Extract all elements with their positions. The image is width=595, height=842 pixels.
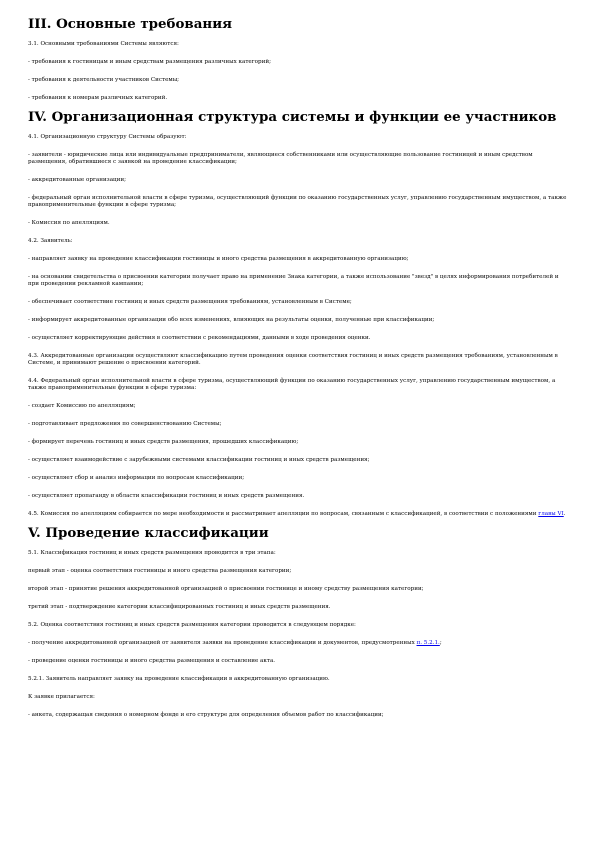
list-item: - осуществляет взаимодействие с зарубежными системами классификации гостиниц и иных средств размещения; — [28, 457, 370, 463]
list-item: - анкета, содержащая сведения о номерном фонде и его структуре для определения объемов работ по классификации; — [28, 712, 384, 718]
paragraph: третий этап - подтверждение категории классифицированных гостиниц и иных средств размещения. — [28, 604, 331, 610]
list-item: - аккредитованные организации; — [28, 177, 126, 183]
paragraph: 3.1. Основными требованиями Системы являются: — [28, 41, 179, 47]
paragraph-tail: . — [563, 511, 566, 517]
paragraph: 5.2.1. Заявитель направляет заявку на проведение классификации в аккредитованную организацию. — [28, 676, 330, 682]
paragraph-text: 4.5. Комиссия по апелляциям собирается по мере необходимости и рассматривает апелляции по вопросам, связанным с классификацией, в соответствии с положениями — [28, 511, 539, 517]
paragraph: первый этап - оценка соответствия гостиницы и иного средства размещения категории; — [28, 568, 292, 574]
paragraph: К заявке прилагается: — [28, 694, 95, 700]
paragraph-text: - получение аккредитованной организацией от заявителя заявки на проведение классификации и документов, предусмотренных — [28, 640, 417, 646]
list-item: - создает Комиссию по апелляциям; — [28, 403, 136, 409]
clause-5-2-1-link[interactable]: п. 5.2.1. — [416, 640, 440, 646]
paragraph: второй этап - принятие решения аккредитованной организацией о присвоении гостинице и иному средству размещения категории; — [28, 586, 424, 592]
list-item-with-link — [28, 640, 567, 647]
list-item: - подготавливает предложения по совершенствованию Системы; — [28, 421, 222, 427]
list-item: - направляет заявку на проведение классификации гостиницы и иного средства размещения в аккредитованную организацию; — [28, 256, 409, 262]
list-item: - заявители - юридические лица или индивидуальные предприниматели, являющиеся собственниками или осуществляющие пользование гостиницей и иным средством размещения, обратившиеся с заявкой на проведение классификации; — [28, 152, 533, 165]
paragraph: 4.2. Заявитель: — [28, 238, 73, 244]
list-item: - проведение оценки гостиницы и иного средства размещения и составление акта. — [28, 658, 276, 664]
list-item: - информирует аккредитованные организации обо всех изменениях, влияющих на результаты оценки, полученные при классификации; — [28, 317, 435, 323]
paragraph-with-link — [28, 511, 567, 518]
list-item: - требования к номерам различных категорий. — [28, 95, 168, 101]
paragraph-tail: ; — [439, 640, 442, 646]
list-item: - осуществляет пропаганду в области классификации гостиниц и иных средств размещения. — [28, 493, 305, 499]
list-item: - формирует перечень гостиниц и иных средств размещения, прошедших классификацию; — [28, 439, 299, 445]
list-item: - на основании свидетельства о присвоении категории получает право на применение Знака категории, а также использование "звезд" в целях информирования потребителей и при проведении рекламной кампании; — [28, 274, 559, 287]
paragraph: 5.2. Оценка соответствия гостиниц и иных средств размещения категории проводится в следующем порядке: — [28, 622, 356, 628]
list-item: - осуществляет сбор и анализ информации по вопросам классификации; — [28, 475, 245, 481]
list-item: - требования к гостиницам и иным средствам размещения различных категорий; — [28, 59, 271, 65]
paragraph: 4.4. Федеральный орган исполнительной власти в сфере туризма, осуществляющий функции по оказанию государственных услуг, управлению государственным имуществом, а также правоприменительные функции в сфере туризма: — [28, 378, 556, 391]
list-item: - осуществляет корректирующие действия в соответствии с рекомендациями, данными в ходе проведения оценки. — [28, 335, 371, 341]
heading-section-4: IV. Организационная структура системы и функции ее участников — [28, 109, 557, 125]
chapter-6-link[interactable]: главы VI — [538, 511, 564, 517]
list-item: - требования к деятельности участников Системы; — [28, 77, 180, 83]
list-item: - федеральный орган исполнительной власти в сфере туризма, осуществляющий функции по оказанию государственных услуг, управлению государственным имуществом, а также правоприменительные функции в сфере туризма; — [28, 195, 567, 208]
paragraph: 4.1. Организационную структуру Системы образуют: — [28, 134, 187, 140]
heading-section-5: V. Проведение классификации — [28, 525, 269, 541]
list-item: - Комиссия по апелляциям. — [28, 220, 110, 226]
heading-section-3: III. Основные требования — [28, 16, 233, 32]
paragraph: 5.1. Классификация гостиниц и иных средств размещения проводится в три этапа: — [28, 550, 276, 556]
list-item: - обеспечивает соответствие гостиниц и иных средств размещения требованиям, установленным в Системе; — [28, 299, 352, 305]
paragraph: 4.3. Аккредитованные организации осуществляют классификацию путем проведения оценки соответствия гостиниц и иных средств размещения требованиям, установленным в Системе, и принимают решение о присвоении категорий. — [28, 353, 558, 366]
